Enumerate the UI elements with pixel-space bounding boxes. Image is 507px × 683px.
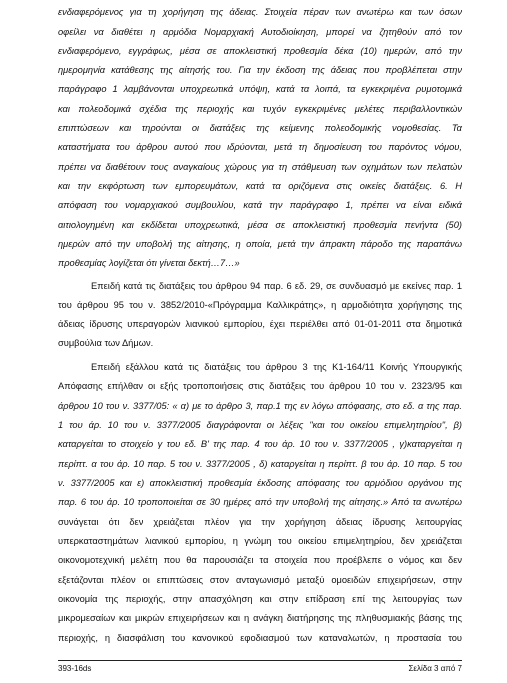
footer-divider: [58, 660, 462, 661]
text-line: ενδιαφερόμενο, εγγράφως, μέσα σε αποκλειστική προθεσμία δέκα (10) ημερών, από την: [58, 46, 462, 56]
text-line: απόφαση του νομαρχιακού συμβουλίου, κατά την παράγραφο 1, πρέπει να είναι ειδικά: [58, 200, 462, 210]
text-line: ημερών από την υποβολή της αίτησης, η οποία, μετά την άπρακτη πάροδο της παραπάνω: [58, 239, 462, 249]
text-line: παρ. 6 του άρ. 10 τροποποιείται σε 30 ημέρες από την υποβολή της αίτησης.» Από τα ανωτέρω: [58, 497, 462, 507]
text-line: και πολεοδομικά σχέδια της περιοχής και τυχόν εγκεκριμένες μελέτες περιβαλλοντικών: [58, 104, 462, 114]
text-line: καταστήματα του άρθρου αυτού που ιδρύονται, μετά τη δημοσίευση του παρόντος νόμου,: [58, 142, 462, 152]
text-line: ημερομηνία κατάθεσης της αίτησής του. Για την έκδοση της άδειας που προβλέπεται στην: [58, 65, 462, 75]
text-line: του άρθρου 95 του ν. 3852/2010-«Πρόγραμμα Καλλικράτης», η αρμοδιότητα χορήγησης της: [58, 300, 462, 310]
page-number: Σελίδα 3 από 7: [408, 664, 462, 673]
text-line: εξετάζονται πλέον οι επιπτώσεις στον ανταγωνισμό μεταξύ ομοειδών επιχειρήσεων, στην: [58, 575, 462, 585]
text-line: οικονομία της περιοχής, στην απασχόληση και στην επίδραση επί της λειτουργίας των: [58, 594, 462, 604]
document-code: 393-16ds: [58, 664, 92, 673]
text-line: Απόφασης επήλθαν οι εξής τροποποιήσεις στις διατάξεις του άρθρου 10 του ν. 2323/95 και: [58, 381, 462, 391]
text-line: οφείλει να διαθέτει η αρμόδια Νομαρχιακή Αυτοδιοίκηση, μπορεί να ζητηθούν από τον: [58, 27, 462, 37]
text-line: προθεσμίας λογίζεται ότι γίνεται δεκτή…7…»: [58, 258, 240, 268]
text-line: συνάγεται ότι δεν χρειάζεται πλέον για την χορήγηση άδειας ίδρυσης λειτουργίας: [58, 517, 462, 527]
text-line: επιπτώσεων και τηρούνται οι διατάξεις της κείμενης πολεοδομικής νομοθεσίας. Τα: [58, 123, 462, 133]
text-line: συμβούλια των Δήμων.: [58, 338, 154, 348]
text-line: ενδιαφερόμενος για τη χορήγηση της άδειας. Στοιχεία πέραν των ανωτέρω και των όσων: [58, 7, 462, 17]
text-line: άρθρου 10 του ν. 3377/05: « α) με το άρθρο 3, παρ.1 της εν λόγω απόφασης, στο εδ. α της παρ.: [58, 401, 462, 411]
text-line: ν. 3377/2005 και ε) αποκλειστική προθεσμία έκδοσης απόφασης του αρμόδιου οργάνου της: [58, 478, 462, 488]
text-line: Επειδή κατά τις διατάξεις του άρθρου 94 παρ. 6 εδ. 29, σε συνδυασμό με εκείνες παρ. 1: [91, 281, 462, 291]
text-line: περίπτ. α του άρ. 10 παρ. 5 του ν. 3377/2005 , δ) καταργείται η περίπτ. β του άρ. 10 παρ. 5 του: [58, 459, 462, 469]
text-line: πρέπει να διαθέτουν τους αναγκαίους χώρους για τη στάθμευση των οχημάτων των πελατών: [58, 162, 462, 172]
text-line: και την εκφόρτωση των εμπορευμάτων, κατά τα οριζόμενα στις οικείες διατάξεις. 6. Η: [58, 181, 462, 191]
text-line: παράγραφο 1 λαμβάνονται υποχρεωτικά υπόψη, κατά τα λοιπά, τα εγκεκριμένα ρυμοτομικά: [58, 84, 462, 94]
text-line: αιτιολογημένη και εκδίδεται υποχρεωτικά, μέσα σε αποκλειστική προθεσμία πενήντα (50): [58, 220, 462, 230]
text-line: άδειας ίδρυσης υπεραγορών λιανικού εμπορίου, έχει περιέλθει από 01-01-2011 στα δημοτικά: [58, 319, 462, 329]
text-line: υπερκαταστημάτων λιανικού εμπορίου, η γνώμη του οικείου επιμελητηρίου, δεν χρειάζεται: [58, 536, 462, 546]
text-line: Επειδή εξάλλου κατά τις διατάξεις του άρθρου 3 της Κ1-164/11 Κοινής Υπουργικής: [91, 362, 462, 372]
text-line: μικρομεσαίων και μικρών επιχειρήσεων και η ανάγκη διατήρησης της πληθυσμιακής βάσης της: [58, 613, 462, 623]
text-line: 1 του άρ. 10 του ν. 3377/2005 διαγράφονται οι λέξεις "και του οικείου επιμελητηρίου", β): [58, 420, 462, 430]
text-line: καταργείται το στοιχείο γ του εδ. Β' της παρ. 4 του άρ. 10 του ν. 3377/2005 , γ)καταργείται η: [58, 439, 462, 449]
text-line: οικονομοτεχνική μελέτη που θα παρουσιάζει τα στοιχεία που προέβλεπε ο νόμος και δεν: [58, 555, 462, 565]
text-line: περιοχής, η διασφάλιση του κανονικού εφοδιασμού των καταναλωτών, η προστασία του: [58, 633, 462, 643]
